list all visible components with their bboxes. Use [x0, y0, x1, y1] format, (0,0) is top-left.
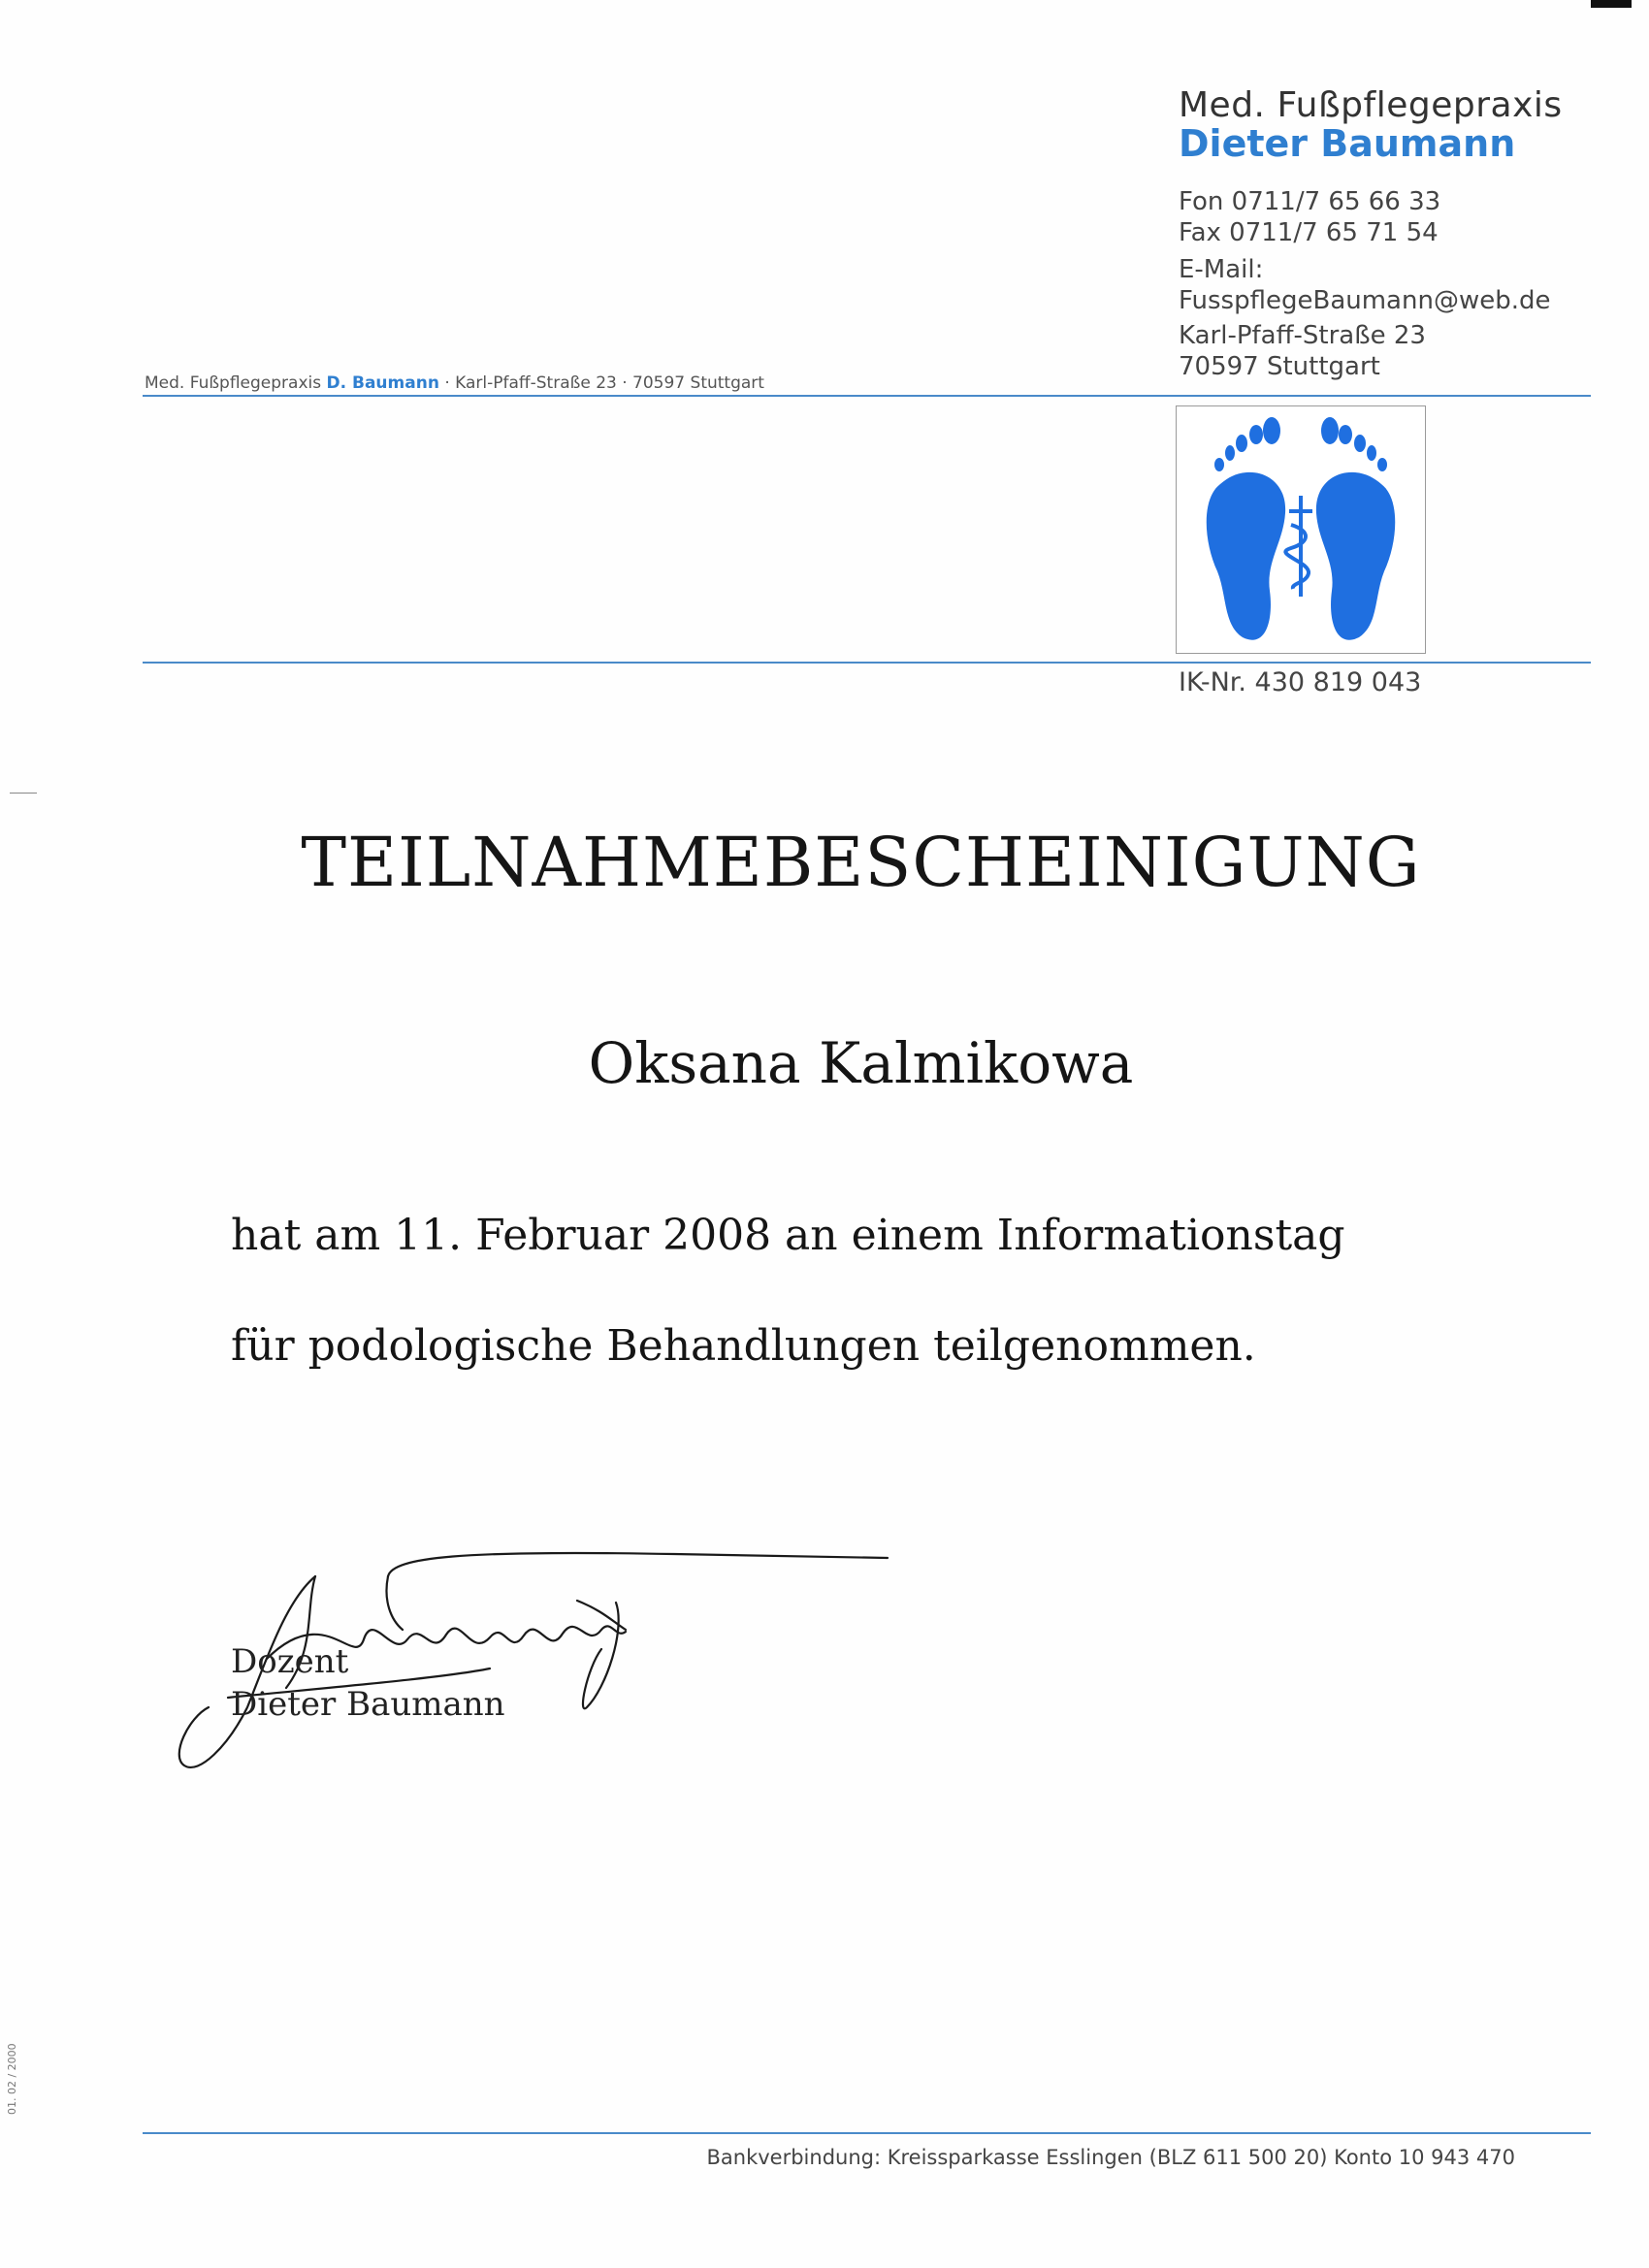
return-address-prefix: Med. Fußpflegepraxis: [145, 373, 322, 393]
feet-with-caduceus-icon: [1177, 406, 1425, 653]
letterhead-fax: Fax 0711/7 65 71 54: [1179, 218, 1439, 247]
scan-corner-mark: [1591, 0, 1632, 8]
bank-details: Bankverbindung: Kreissparkasse Esslingen (BLZ 611 500 20) Konto 10 943 470: [706, 2146, 1515, 2169]
letterhead-practice: Med. Fußpflegepraxis: [1179, 85, 1563, 125]
return-address-name: D. Baumann: [326, 373, 439, 393]
return-address: [145, 373, 764, 393]
letterhead-email-label: E-Mail:: [1179, 255, 1264, 284]
letterhead-name: Dieter Baumann: [1179, 122, 1516, 165]
letterhead-city: 70597 Stuttgart: [1179, 352, 1380, 381]
letterhead-street: Karl-Pfaff-Straße 23: [1179, 321, 1426, 350]
header-rule-top: [143, 395, 1591, 397]
form-code: 01. 02 / 2000: [6, 2043, 18, 2115]
signature-name: Dieter Baumann: [231, 1685, 505, 1724]
header-rule-bottom: [143, 662, 1591, 664]
return-address-rest: · Karl-Pfaff-Straße 23 · 70597 Stuttgart: [444, 373, 764, 393]
logo-frame: [1176, 405, 1426, 654]
letterhead-phone: Fon 0711/7 65 66 33: [1179, 187, 1441, 216]
ik-number: IK-Nr. 430 819 043: [1179, 667, 1422, 697]
footer-rule: [143, 2132, 1591, 2134]
certificate-text-line-1: hat am 11. Februar 2008 an einem Informationstag: [231, 1211, 1345, 1260]
signature-role: Dozent: [231, 1642, 349, 1681]
fold-mark: [10, 793, 37, 794]
letterhead-email: FusspflegeBaumann@web.de: [1179, 286, 1551, 315]
certificate-title: TEILNAHMEBESCHEINIGUNG: [301, 823, 1421, 902]
certificate-text-line-2: für podologische Behandlungen teilgenommen.: [231, 1321, 1256, 1371]
participant-name: Oksana Kalmikowa: [588, 1030, 1134, 1096]
